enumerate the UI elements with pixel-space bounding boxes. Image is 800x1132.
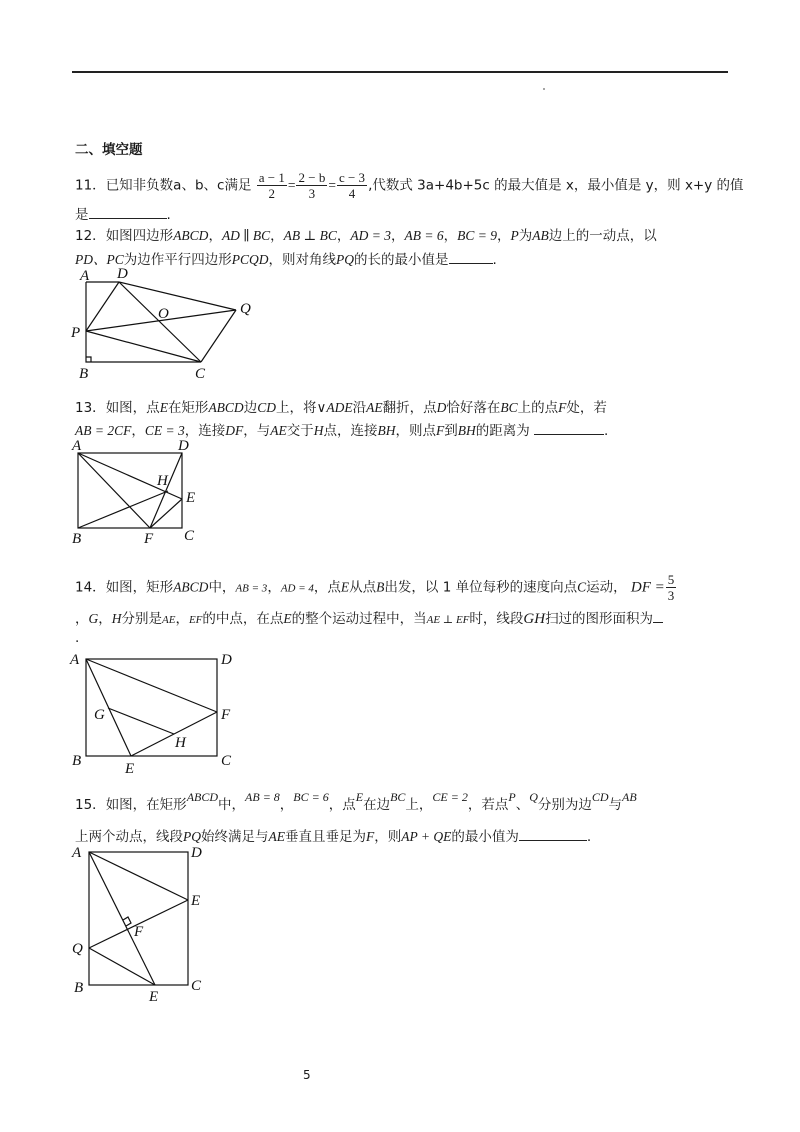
q14-label-d: D [221,652,232,668]
q15-right-angle [123,917,131,926]
q15-label-e-right: E [191,893,201,909]
q13-l2-t1: ， [131,423,145,439]
q13-l2-m2: CE = 3 [144,423,185,438]
q15-l2-t2: 始终满足与 [201,829,269,845]
q13-t6: 翻折，点 [382,400,437,416]
q13-l2-end: . [604,423,609,439]
q13-l2-t7: 到 [444,423,458,439]
q13-bh [78,491,168,528]
q13-m2: ABCD [208,400,244,415]
q14-af [86,659,217,712]
q15-t2: 中， [218,797,246,813]
q13-t7: 恰好落在 [446,400,501,416]
q14-l2-t4: 的中点，在点 [202,611,284,627]
q15-t5: 在边 [363,797,391,813]
q11-text-b: ,代数式 3a+4b+5c 的最大值是 x，最小值是 y，则 x+y 的值 [368,177,744,194]
q12-figure [86,282,236,362]
q13-df [150,453,182,528]
q13-fe [150,499,182,528]
q12-m7: P [510,228,519,243]
q14-m2: AB = 3 [235,582,268,595]
q11-frac2-num: 2 − b [298,170,326,185]
q14-t5: 从点 [349,579,377,596]
q12-t9: 边上的一动点，以 [548,228,657,244]
q15-label-c: C [191,978,202,994]
q13-figure [78,453,182,528]
q15-m2: AB = 8 [245,790,280,804]
page-number: 5 [303,1068,311,1082]
q14-t7: 运动， [586,579,627,596]
q13-label-f: F [144,531,154,547]
q12-t3: ， [270,228,284,244]
q14-l2-t5: 的整个运动过程中，当 [291,611,427,627]
q14-m1: ABCD [173,579,209,595]
q12-label-p: P [71,325,81,341]
q15-t10: 与 [608,797,623,813]
q15-number: 15． [75,797,106,813]
q15-m8: Q [529,790,538,804]
q15-label-q: Q [72,941,83,957]
q12-m3: AB ⊥ BC [283,228,337,243]
q13-label-b: B [72,531,82,547]
q14-m7: DF = [630,579,665,596]
q14-figure [86,659,217,756]
q15-t4: ，点 [328,797,356,813]
q11-frac1-num: a − 1 [258,170,285,185]
q14-l2-m6: AE ⊥ EF [426,614,470,626]
q13-t1: 如图，点 [105,400,160,416]
q12-m8: AB [532,228,549,243]
q12-t7: ， [496,228,511,244]
q14-t4: ，点 [313,579,341,596]
q14-l2-t7: 扫过的图形面积为 [545,611,654,627]
q15-t9: 分别为边 [537,797,592,813]
q14-t2: 中， [208,579,236,596]
q11-frac3-num: c − 3 [338,170,366,185]
q15-l2-t4: ，则 [374,829,402,845]
q15-label-a: A [72,845,82,861]
q15-t1: 如图，在矩形 [105,797,187,813]
q12-dc [119,282,201,362]
q14-label-h: H [175,735,186,751]
q13-label-a: A [72,438,82,454]
q11-frac1-den: 2 [268,186,276,201]
q15-rect [89,852,188,985]
q14-ae [86,659,131,756]
q13-l2-m1: AB = 2CF [75,423,132,438]
q11-frac3-den: 4 [348,186,356,201]
q13-t8: 上的点 [517,400,559,416]
q12-m5: AB = 6 [404,228,444,243]
q12-l2-m3: PQ [336,252,354,267]
q13-af [78,453,150,528]
q13-t4: 上，将 [275,400,317,416]
q12-label-b: B [79,366,89,382]
q14-l2-m7: GH [523,611,546,627]
q14-label-f: F [221,707,231,723]
q14-l2-m2: H [111,611,122,626]
q15-l2-m2: AE [268,829,285,844]
q15-qe [89,948,155,985]
q14-label-e: E [125,761,135,777]
q12-label-a: A [80,268,90,284]
q12-dq [119,282,236,310]
q11-text-a: 已知非负数a、b、c满足 [105,177,252,194]
q15-t8: 、 [515,797,530,813]
q13-l2-m7: F [435,423,445,438]
q15-l2-t3: 垂直且垂足为 [285,829,366,845]
q15-t7: ，若点 [467,797,509,813]
q14-l2-m4: EF [188,614,203,626]
q15-l2-m3: F [366,829,375,844]
q15-m5: BC [390,790,406,804]
q13-l2-t4: 交于 [286,423,314,439]
q14-label-c: C [221,753,232,769]
q15-t6: 上， [405,797,433,813]
q13-l2-t6: ，则点 [395,423,436,439]
q13-t3: 边 [243,400,258,416]
q12-label-d: D [117,266,128,282]
q13-l2-t5: 点，连接 [323,423,378,439]
q14-l2-m1: G [88,611,99,626]
q13-l2-m4: AE [270,423,287,438]
q13-l2-m3: DF [225,423,244,438]
q12-t6: ， [443,228,458,244]
q14-l2-t6: 时，线段 [469,611,524,627]
q13-label-d: D [178,438,189,454]
q14-m6: C [577,579,587,595]
q14-t6: 出发，以 1 单位每秒的速度向点 [384,579,578,596]
q15-m4: E [355,790,364,804]
section-title: 二、填空题 [75,142,143,158]
q12-t1: 如图四边形 [105,228,174,244]
q14-label-b: B [72,753,82,769]
q14-m4: E [340,579,350,595]
q12-t8: 为 [518,228,533,244]
q12-right-angle [86,357,91,362]
q13-l2-m8: BH [457,423,476,438]
q15-m7: P [508,790,516,804]
q15-figure [89,852,188,985]
q15-t3: ， [279,797,294,813]
q15-l2-t5: 的最小值为 [451,829,519,845]
q14-line3: . [75,630,80,646]
q11-eq2: = [328,177,336,193]
q12-number: 12． [75,228,106,244]
q12-pd [86,282,119,331]
q14-frac-den: 3 [667,588,675,603]
q13-t5: 沿 [352,400,367,416]
q14-t1: 如图，矩形 [105,579,174,596]
q12-l2-m2: PCQD [231,252,269,267]
q14-l2-m3: AE [162,614,176,626]
q12-l2-t1: 为边作平行四边形 [123,252,232,268]
q14-label-a: A [70,652,80,668]
q12-label-q: Q [240,301,251,317]
q13-label-e: E [186,490,196,506]
q13-l2-t8: 的距离为 [475,423,530,439]
q12-cq [201,310,236,362]
q13-m7: BC [500,400,518,415]
q13-l2-t3: ，与 [243,423,271,439]
q14-label-g: G [94,707,105,723]
q15-l2-m1: PQ [183,829,201,844]
q15-label-d: D [191,845,202,861]
q15-label-e-bottom: E [149,989,159,1005]
q14-l2-m5: E [283,611,292,626]
q15-m10: AB [622,790,637,804]
q13-m6: D [436,400,447,415]
q15-m3: BC = 6 [293,790,329,804]
q12-label-c: C [195,366,206,382]
q11-number: 11． [75,177,106,194]
q13-l2-m6: BH [377,423,396,438]
q13-label-c: C [184,528,195,544]
q14-l2-t0: ， [75,611,89,627]
q13-l2-m5: H [313,423,324,438]
q14-m3: AD = 4 [280,582,314,595]
q13-m1: E [159,400,168,415]
q12-t5: ， [390,228,405,244]
q15-m1: ABCD [186,790,219,804]
q12-t4: ， [336,228,351,244]
q11-eq1: = [287,177,296,193]
q13-m4: ∨ADE [316,400,353,415]
q15-label-b: B [74,980,84,996]
q12-ab-bc [86,282,201,362]
q11-line2-end: . [166,207,171,223]
q11-line2-text: 是 [75,207,89,223]
q12-label-o: O [158,306,169,322]
q12-l2-t3: 的长的最小值是 [354,252,449,268]
q12-l2-m1: PD、PC [75,252,124,267]
q15-l2-t1: 上两个动点，线段 [75,829,183,845]
q13-number: 13． [75,400,106,416]
q12-m2: AD ∥ BC [221,228,271,243]
q14-frac-num: 5 [667,572,675,587]
q11-frac2-den: 3 [308,186,316,201]
q12-m6: BC = 9 [457,228,497,243]
q13-t2: 在矩形 [167,400,209,416]
q12-l2-end: . [492,252,497,268]
q15-l2-end: . [586,829,592,845]
q13-m5: AE [366,400,383,415]
q14-l2-t2: 分别是 [121,611,162,627]
q15-l2-m4: AP + QE [401,829,452,844]
q12-pc [86,331,201,362]
q15-a-pe [89,852,188,900]
q14-l2-t1: ， [98,611,112,627]
q15-m6: CE = 2 [432,790,468,804]
q12-m1: ABCD [173,228,209,243]
q14-gh [108,708,174,734]
q13-label-h: H [157,473,168,489]
q13-m3: CD [257,400,276,415]
q15-label-f: F [134,924,144,940]
q14-number: 14． [75,579,106,596]
q14-t3: ， [267,579,281,596]
q14-m5: B [376,579,385,595]
q14-rect [86,659,217,756]
q12-t2: ， [208,228,222,244]
q14-l2-t3: ， [175,611,189,627]
q15-m9: CD [591,790,609,804]
q12-m4: AD = 3 [350,228,391,243]
q13-l2-t2: ，连接 [184,423,226,439]
q12-l2-t2: ，则对角线 [268,252,336,268]
q13-m8: F [558,400,567,415]
q15-ae [89,852,155,985]
q13-t9: 处，若 [566,400,607,416]
